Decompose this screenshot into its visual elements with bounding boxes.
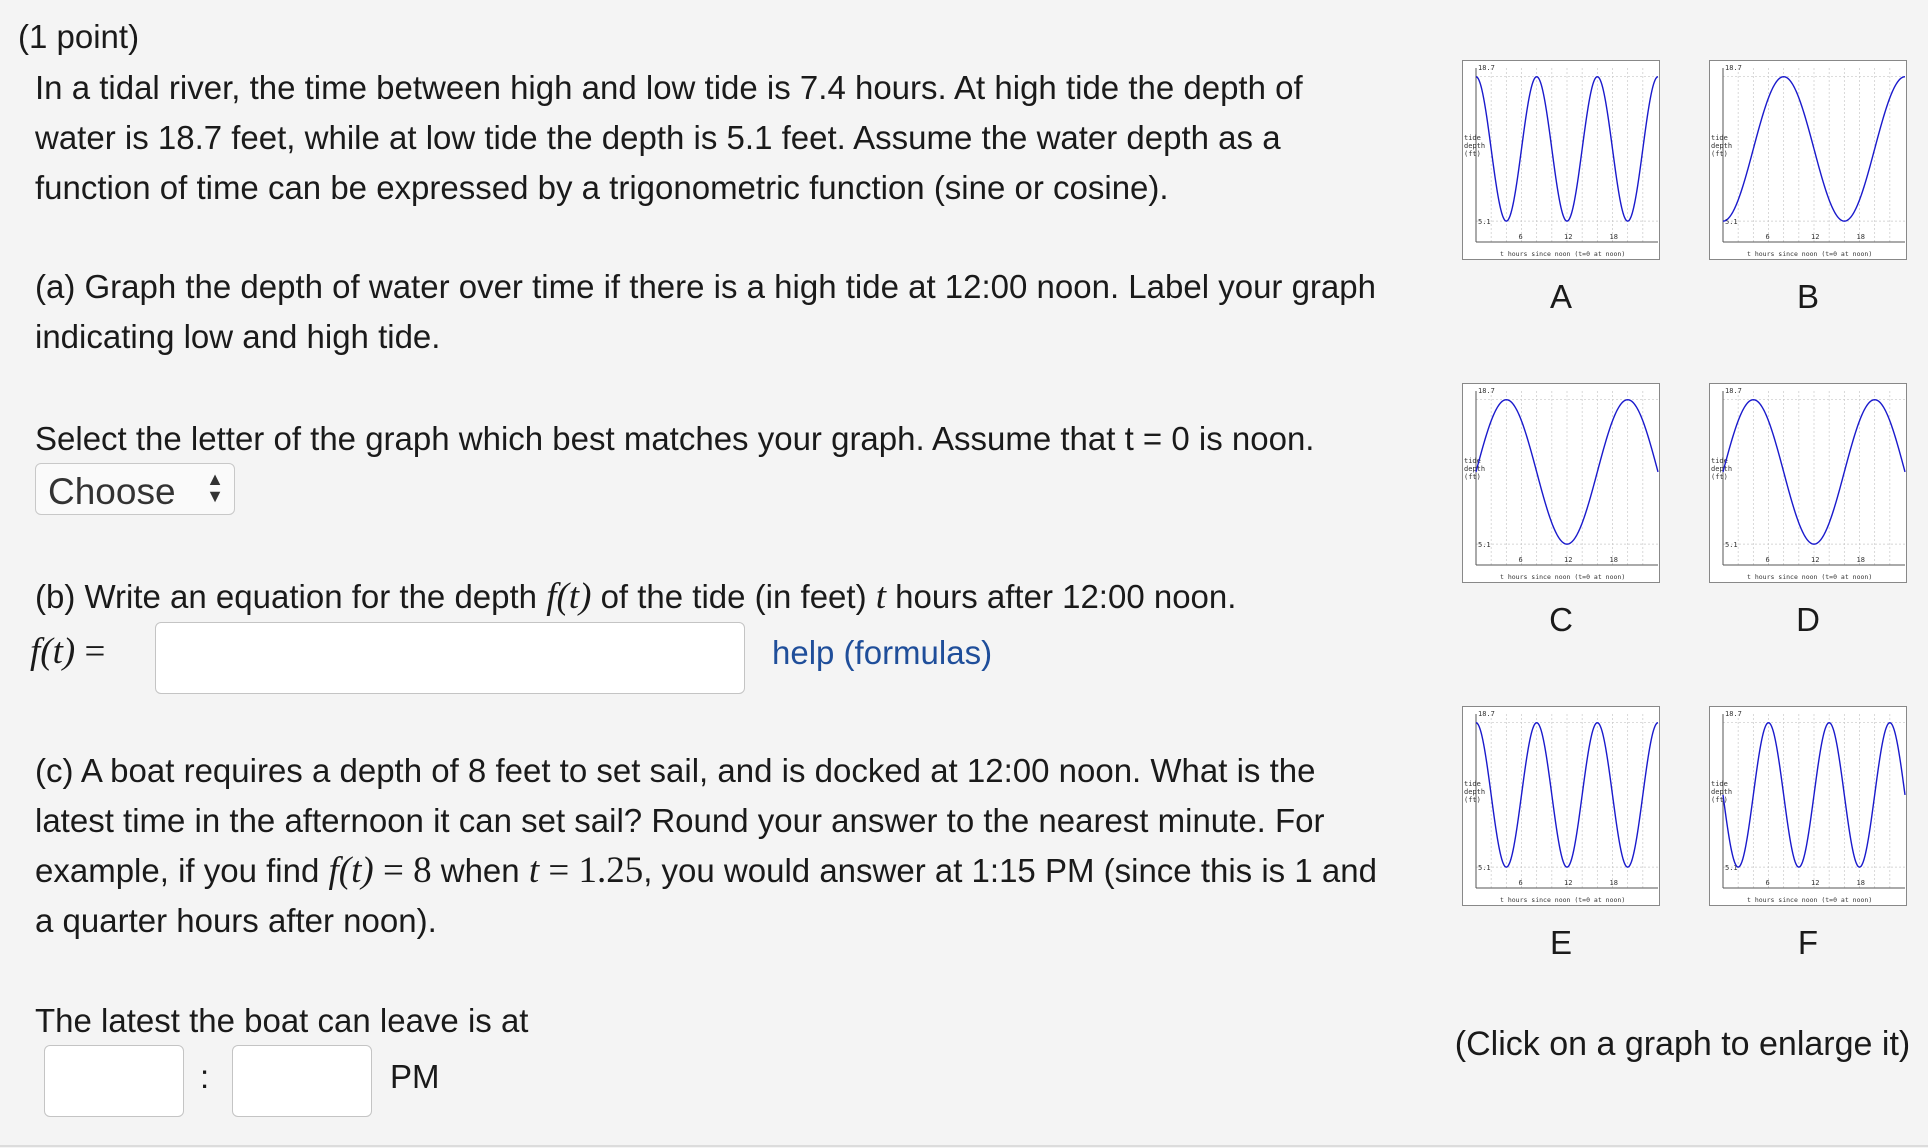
x-axis-label: t hours since noon (t=0 at noon): [1500, 896, 1626, 904]
graph-e[interactable]: [1462, 706, 1660, 906]
equation-label: f(t) =: [30, 631, 106, 672]
x-tick-label: 18: [1609, 879, 1618, 887]
part-a-text: (a) Graph the depth of water over time if there is a high tide at 12:00 noon. Label your graph indicating low and high tide.: [35, 268, 1376, 355]
t-math: t: [875, 576, 887, 617]
ymax-label: 18.7: [1478, 710, 1495, 718]
ymax-label: 18.7: [1478, 64, 1495, 72]
graph-label-c: C: [1549, 601, 1573, 638]
ymin-label: 5.1: [1725, 864, 1738, 873]
graph-b[interactable]: [1709, 60, 1907, 260]
x-axis-label: t hours since noon (t=0 at noon): [1500, 250, 1626, 258]
x-tick-label: 6: [1765, 879, 1770, 887]
y-axis-label: tide: [1711, 780, 1728, 788]
select-value: Choose: [48, 471, 176, 513]
x-tick-label: 6: [1765, 556, 1770, 564]
latest-label: The latest the boat can leave is at: [35, 1002, 529, 1039]
x-tick-label: 12: [1564, 233, 1573, 241]
x-axis-label: t hours since noon (t=0 at noon): [1747, 250, 1873, 258]
ymax-label: 18.7: [1478, 387, 1495, 395]
y-axis-label: tide: [1711, 134, 1728, 142]
y-axis-label: (ft): [1464, 473, 1481, 481]
y-axis-label: depth: [1464, 465, 1486, 473]
intro-text: In a tidal river, the time between high and low tide is 7.4 hours. At high tide the depth of water is 18.7 feet, while at low tide the depth is 5.1 feet. Assume the water depth as a function of time can be expressed by a trigonometric function (sine or cosine).: [35, 69, 1303, 206]
part-b-text: (b) Write an equation for the depth f(t) of the tide (in feet) t hours after 12:00 noon.: [35, 576, 1237, 617]
ymin-label: 5.1: [1725, 541, 1738, 550]
y-axis-label: tide: [1464, 134, 1481, 142]
y-axis-label: depth: [1711, 788, 1733, 796]
x-tick-label: 6: [1765, 233, 1770, 241]
ymin-label: 5.1: [1478, 541, 1491, 550]
equation-input[interactable]: [155, 622, 745, 694]
y-axis-label: (ft): [1711, 473, 1728, 481]
graph-label-e: E: [1549, 924, 1572, 961]
ymax-label: 18.7: [1725, 64, 1742, 72]
graph-a[interactable]: [1462, 60, 1660, 260]
x-tick-label: 12: [1811, 233, 1820, 241]
x-tick-label: 12: [1564, 879, 1573, 887]
ymax-label: 18.7: [1725, 387, 1742, 395]
ymin-label: 5.1: [1478, 864, 1491, 873]
x-axis-label: t hours since noon (t=0 at noon): [1747, 896, 1873, 904]
x-tick-label: 12: [1811, 879, 1820, 887]
x-tick-label: 18: [1609, 233, 1618, 241]
x-axis-label: t hours since noon (t=0 at noon): [1747, 573, 1873, 581]
y-axis-label: (ft): [1711, 150, 1728, 158]
graph-d[interactable]: [1709, 383, 1907, 583]
x-tick-label: 12: [1564, 556, 1573, 564]
x-tick-label: 18: [1856, 879, 1865, 887]
hour-input[interactable]: [44, 1045, 184, 1117]
click-hint: (Click on a graph to enlarge it): [1454, 1025, 1911, 1063]
x-axis-label: t hours since noon (t=0 at noon): [1500, 573, 1626, 581]
y-axis-label: depth: [1711, 142, 1733, 150]
select-arrows-icon: ▲ ▼: [206, 469, 224, 507]
part-c-text: (c) A boat requires a depth of 8 feet to set sail, and is docked at 12:00 noon. What is the latest time in the afternoon it can set sail? Round your answer to the nearest minute. For example, if you find f(t) = 8 when t = 1.25, you would answer at 1:15 PM (since this is 1 and a quarter hours after noon).: [35, 752, 1377, 939]
graph-label-b: B: [1796, 278, 1819, 315]
graph-frame: [1710, 61, 1907, 260]
y-axis-label: tide: [1464, 780, 1481, 788]
time-colon: :: [200, 1058, 210, 1095]
graph-frame: [1710, 707, 1907, 906]
x-tick-label: 18: [1609, 556, 1618, 564]
y-axis-label: (ft): [1464, 796, 1481, 804]
graph-label-a: A: [1549, 278, 1572, 315]
x-tick-label: 6: [1518, 233, 1523, 241]
help-formulas-link[interactable]: help (formulas): [772, 634, 993, 671]
graph-c[interactable]: [1462, 383, 1660, 583]
ymax-label: 18.7: [1725, 710, 1742, 718]
graph-label-d: D: [1796, 601, 1820, 638]
minute-input[interactable]: [232, 1045, 372, 1117]
ymin-label: 5.1: [1725, 218, 1738, 227]
ymin-label: 5.1: [1478, 218, 1491, 227]
y-axis-label: depth: [1464, 142, 1486, 150]
graph-frame: [1463, 384, 1660, 583]
y-axis-label: (ft): [1464, 150, 1481, 158]
x-tick-label: 6: [1518, 556, 1523, 564]
y-axis-label: depth: [1711, 465, 1733, 473]
y-axis-label: (ft): [1711, 796, 1728, 804]
y-axis-label: tide: [1711, 457, 1728, 465]
ft-math: f(t): [546, 576, 592, 617]
graph-frame: [1710, 384, 1907, 583]
graph-choice-select[interactable]: [35, 463, 235, 515]
select-prompt-text: Select the letter of the graph which best matches your graph. Assume that t = 0 is noon.: [35, 420, 1315, 457]
graph-f[interactable]: [1709, 706, 1907, 906]
graph-label-f: F: [1797, 924, 1819, 961]
x-tick-label: 12: [1811, 556, 1820, 564]
x-tick-label: 6: [1518, 879, 1523, 887]
select-prompt-row: [35, 414, 1380, 517]
pm-label: PM: [390, 1058, 440, 1095]
x-tick-label: 18: [1856, 233, 1865, 241]
y-axis-label: tide: [1464, 457, 1481, 465]
y-axis-label: depth: [1464, 788, 1486, 796]
points-label: (1 point): [18, 18, 140, 55]
x-tick-label: 18: [1856, 556, 1865, 564]
bottom-divider: [0, 1145, 1928, 1147]
